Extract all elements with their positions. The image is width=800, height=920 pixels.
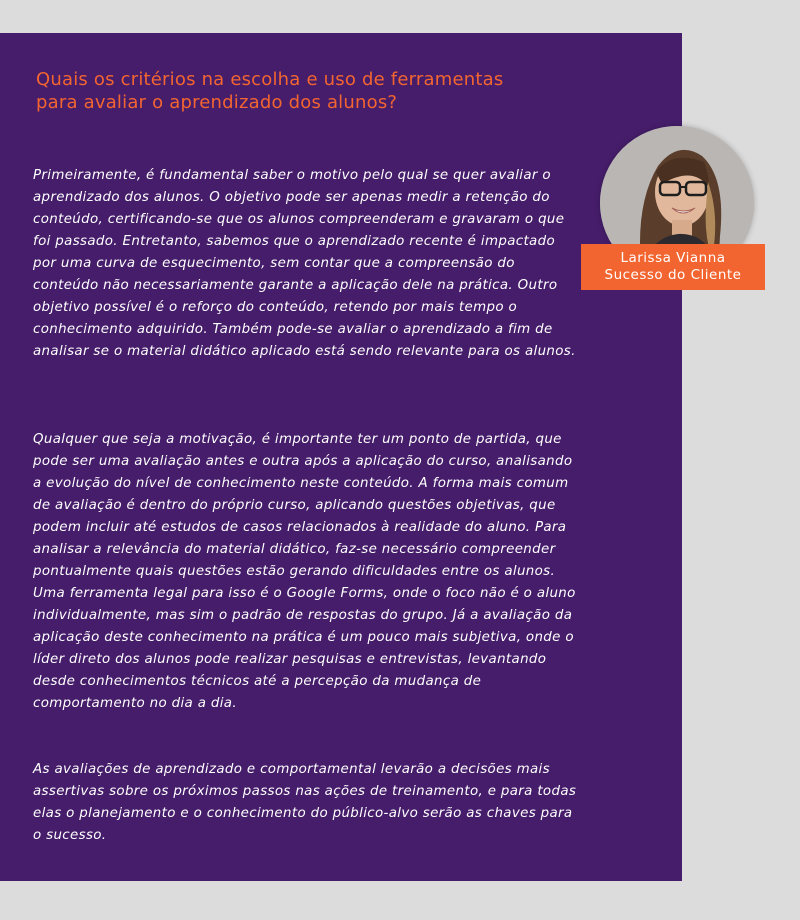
author-badge [581,244,765,290]
article-paragraph-2: Qualquer que seja a motivação, é importante ter um ponto de partida, que pode ser uma avaliação antes e outra após a aplicação do curso, analisando a evolução do nível de conhecimento neste conteúdo. A forma mais comum de avaliação é dentro do próprio curso, aplicando questões objetivas, que podem incluir até estudos de casos relacionados à realidade do aluno. Para analisar a relevância do material didático, faz-se necessário compreender pontualmente quais questões estão gerando dificuldades entre os alunos. Uma ferramenta legal para isso é o Google Forms, onde o foco não é o aluno individualmente, mas sim o padrão de respostas do grupo. Já a avaliação da aplicação deste conhecimento na prática é um pouco mais subjetiva, onde o líder direto dos alunos pode realizar pesquisas e entrevistas, levantando desde conhecimentos técnicos até a percepção da mudança de comportamento no dia a dia. [33,432,576,711]
author-role: Sucesso do Cliente [604,267,742,283]
article-paragraph-1: Primeiramente, é fundamental saber o motivo pelo qual se quer avaliar o aprendizado dos alunos. O objetivo pode ser apenas medir a retenção do conteúdo, certificando-se que os alunos compreenderam e gravaram o que foi passado. Entretanto, sabemos que o aprendizado recente é impactado por uma curva de esquecimento, sem contar que a compreensão do conteúdo não necessariamente garante a aplicação dele na prática. Outro objetivo possível é o reforço do conteúdo, retendo por mais tempo o conhecimento adquirido. Também pode-se avaliar o aprendizado a fim de analisar se o material didático aplicado está sendo relevante para os alunos. [33,168,576,359]
article-paragraph-3: As avaliações de aprendizado e comportamental levarão a decisões mais assertivas sobre os próximos passos nas ações de treinamento, e para todas elas o planejamento e o conhecimento do público-alvo serão as chaves para o sucesso. [33,762,577,843]
article-title: Quais os critérios na escolha e uso de ferramentas para avaliar o aprendizado dos alunos? [36,69,504,113]
author-name: Larissa Vianna [620,250,726,266]
article-panel [0,33,682,881]
